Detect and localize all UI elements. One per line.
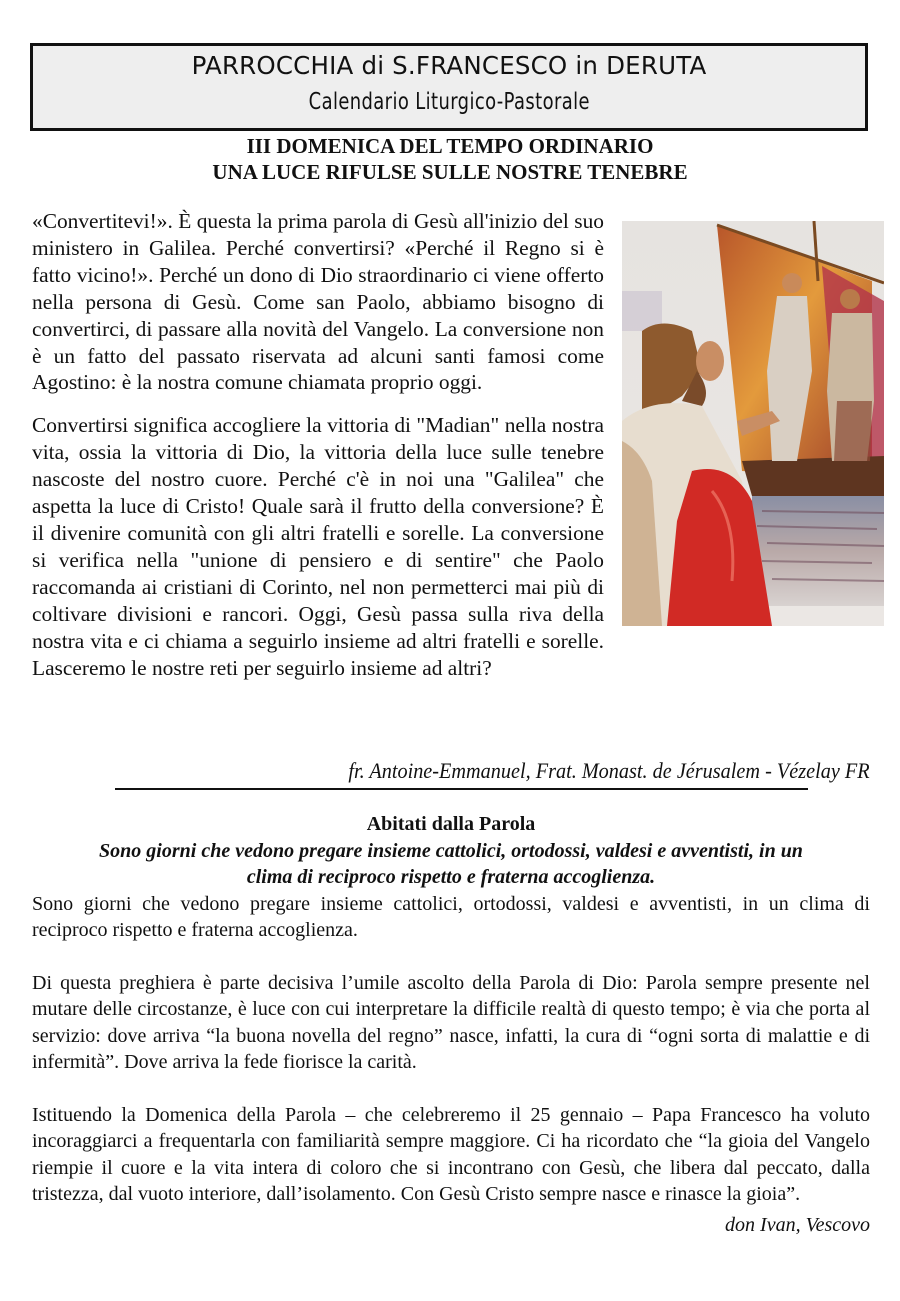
issue-heading-line1: III DOMENICA DEL TEMPO ORDINARIO xyxy=(246,134,654,158)
section-paragraph: Istituendo la Domenica della Parola – che celebreremo il 25 gennaio – Papa Francesco ha voluto incoraggiarci a frequentarla con familiarità sempre maggiore. Ci ha ricordato che “la gioia del Vangelo riempie il cuore e la vita intera di coloro che si incontrano con Gesù, che libera dal peccato, dalla tristezza, dal vuoto interiore, dall’isolamento. Con Gesù Cristo sempre nasce e rinasce la gioia”. xyxy=(32,1103,870,1205)
section-lead xyxy=(32,838,870,891)
jesus-fishermen-illustration xyxy=(622,221,884,626)
article-paragraph: «Convertitevi!». È questa la prima parola di Gesù all'inizio del suo ministero in Galilea. Perché convertirsi? «Perché il Regno si è fatto vicino!». Perché un dono di Dio straordinario ci viene offerto nella persona di Gesù. Come san Paolo, abbiamo bisogno di convertirci, di passare alla novità del Vangelo. La conversione non è un fatto del passato riservata ad alcuni santi famosi come Agostino: è la nostra comune chiamata proprio oggi. xyxy=(32,209,604,395)
section-lead-line1: Sono giorni che vedono pregare insieme cattolici, ortodossi, valdesi e avventisti, in un xyxy=(99,839,803,862)
section-title: Abitati dalla Parola xyxy=(366,813,536,835)
section-paragraph: Di questa preghiera è parte decisiva l’umile ascolto della Parola di Dio: Parola sempre presente nel mutare delle circostanze, è luce con cui interpretare la difficile realtà di questo tempo; è via che porta al servizio: dove arriva “la buona novella del regno” nasce, infatti, la cura di “ogni sorta di malattie e di infermità”. Dove arriva la fede fiorisce la carità. xyxy=(32,971,870,1073)
issue-heading xyxy=(0,133,900,185)
painting-graphic xyxy=(622,221,884,626)
bishop-signature: don Ivan, Vescovo xyxy=(725,1213,870,1236)
parish-name: PARROCCHIA di S.FRANCESCO in DERUTA xyxy=(191,51,707,80)
divider-rule xyxy=(115,788,808,790)
article-main xyxy=(32,208,870,697)
header-box xyxy=(30,43,868,131)
section-paragraph: Sono giorni che vedono pregare insieme cattolici, ortodossi, valdesi e avventisti, in un clima di reciproco rispetto e fraterna accoglienza. xyxy=(32,892,870,941)
issue-heading-line2: UNA LUCE RIFULSE SULLE NOSTRE TENEBRE xyxy=(212,160,688,184)
article-paragraph: Convertirsi significa accogliere la vittoria di "Madian" nella nostra vita, ossia la vittoria di Dio, la vittoria della luce sulle tenebre nascoste del nostro cuore. Perché c'è in noi una "Galilea" che aspetta la luce di Cristo! Quale sarà il frutto della conversione? È il divenire comunità con gli altri fratelli e sorelle. La conversione si verifica nella "unione di pensiero e di sentire" che Paolo raccomanda ai cristiani di Corinto, nel non permetterci mai più di coltivare divisioni e rancori. Oggi, Gesù passa sulla riva della nostra vita e ci chiama a seguirlo insieme ad altri fratelli e sorelle. Lasceremo le nostre reti per seguirlo insieme ad altri? xyxy=(32,413,604,680)
bishop-message xyxy=(32,811,870,1238)
article-author: fr. Antoine-Emmanuel, Frat. Monast. de Jérusalem - Vézelay FR xyxy=(348,758,870,783)
section-lead-line2: clima di reciproco rispetto e fraterna accoglienza. xyxy=(246,866,656,888)
calendar-subtitle: Calendario Liturgico-Pastorale xyxy=(308,89,590,115)
